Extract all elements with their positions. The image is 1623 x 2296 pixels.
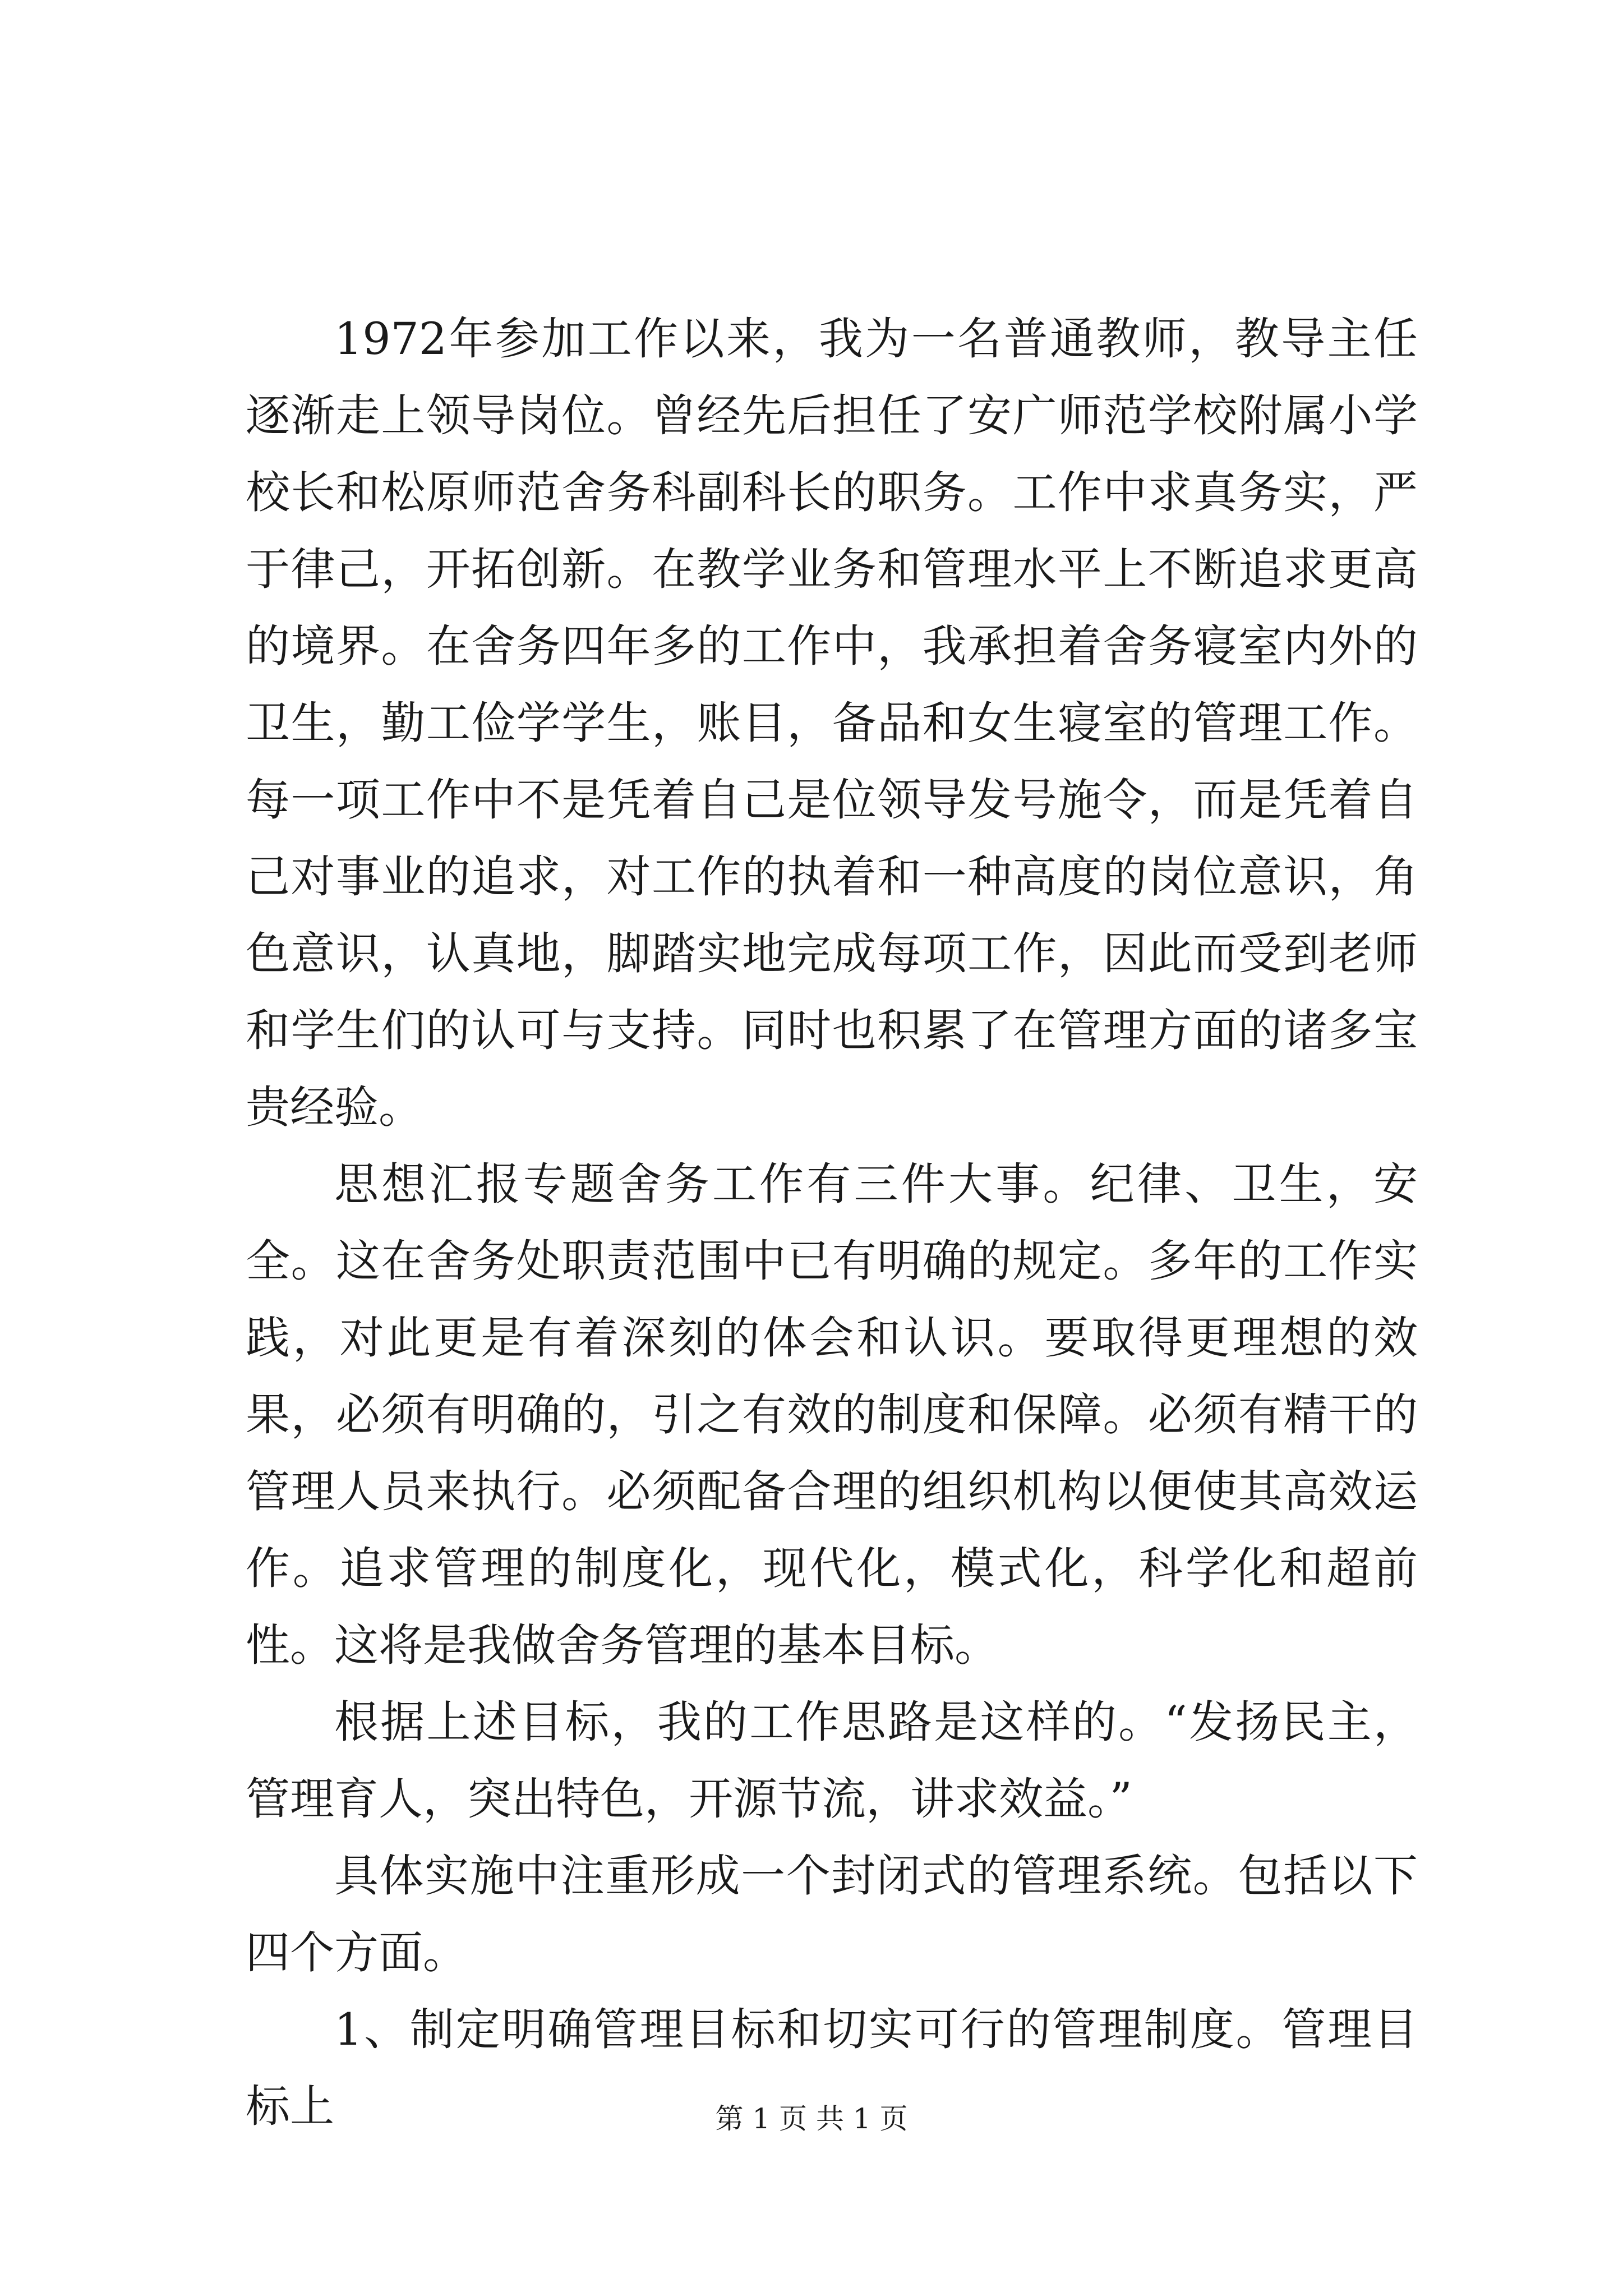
paragraph-2: 思想汇报专题舍务工作有三件大事。纪律、卫生，安全。这在舍务处职责范围中已有明确的规定。多年的工作实践，对此更是有着深刻的体会和认识。要取得更理想的效果，必须有明确的，引之有效的制度和保障。必须有精干的管理人员来执行。必须配备合理的组织机构以便使其高效运作。追求管理的制度化，现代化，模式化，科学化和超前性。这将是我做舍务管理的基本目标。: [246, 1158, 1418, 1671]
page-footer: 第 1 页 共 1 页: [715, 2102, 908, 2135]
paragraph-4: 具体实施中注重形成一个封闭式的管理系统。包括以下四个方面。: [246, 1850, 1418, 1978]
document-body: [246, 301, 1418, 2145]
paragraph-5: 1、制定明确管理目标和切实可行的管理制度。管理目标上: [246, 2004, 1418, 2132]
paragraph-3: 根据上述目标，我的工作思路是这样的。“发扬民主，管理育人，突出特色，开源节流，讲求效益。”: [246, 1696, 1418, 1825]
paragraph-1: 1972年参加工作以来，我为一名普通教师，教导主任逐渐走上领导岗位。曾经先后担任了安广师范学校附属小学校长和松原师范舍务科副科长的职务。工作中求真务实，严于律己，开拓创新。在教学业务和管理水平上不断追求更高的境界。在舍务四年多的工作中，我承担着舍务寝室内外的卫生，勤工俭学学生，账目，备品和女生寝室的管理工作。每一项工作中不是凭着自己是位领导发号施令，而是凭着自己对事业的追求，对工作的执着和一种高度的岗位意识，角色意识，认真地，脚踏实地完成每项工作，因此而受到老师和学生们的认可与支持。同时也积累了在管理方面的诸多宝贵经验。: [246, 313, 1418, 1133]
